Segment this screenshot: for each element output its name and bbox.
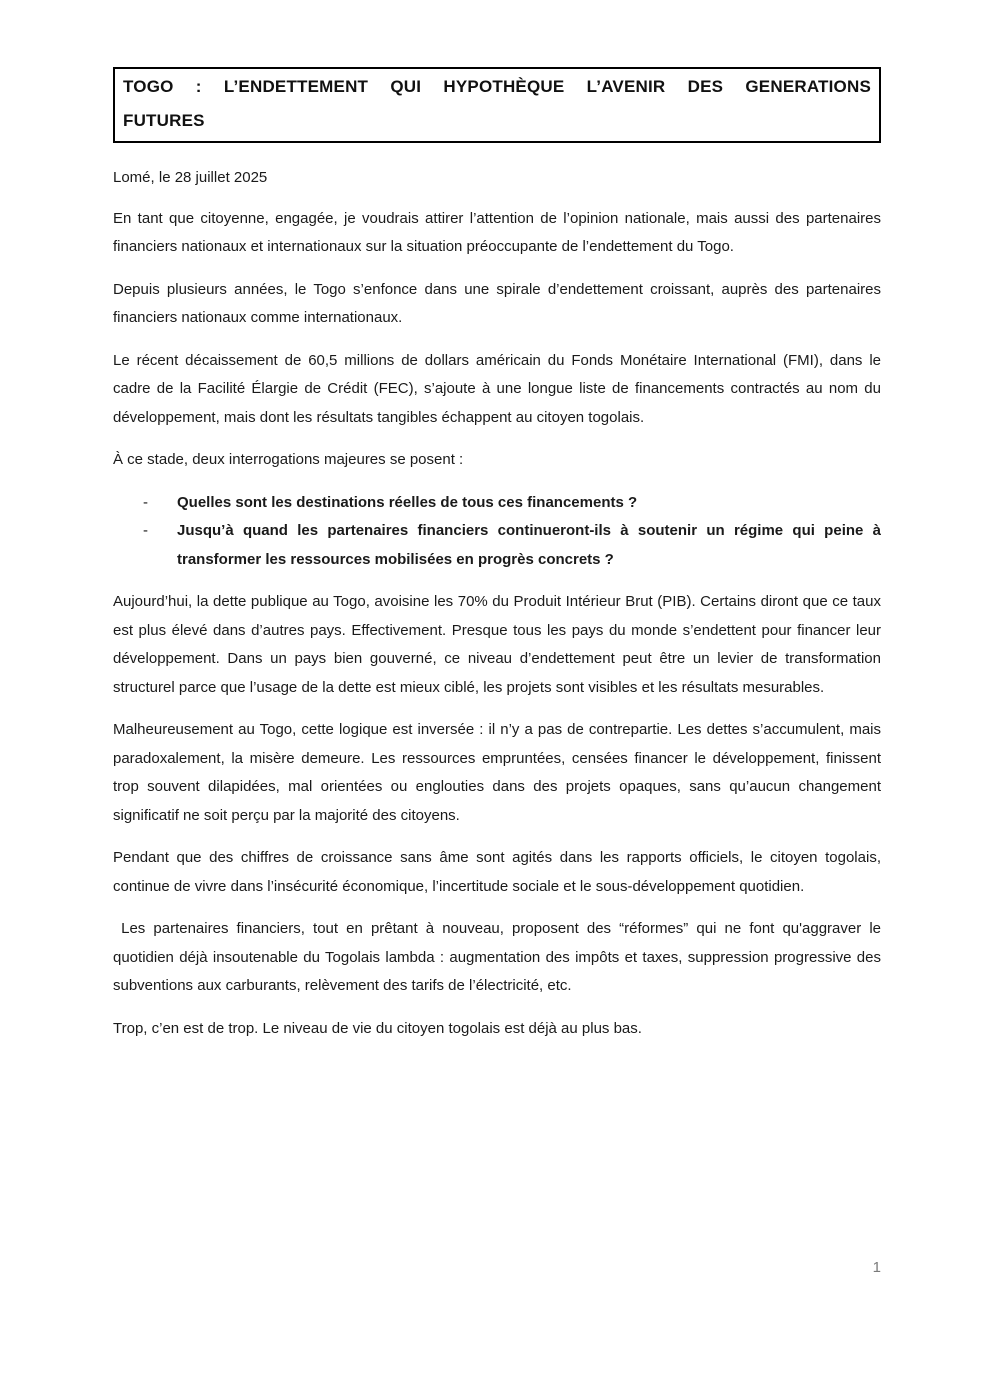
paragraph-body-2: Malheureusement au Togo, cette logique est inversée : il n’y a pas de contrepartie. Les dettes s’accumulent, mais paradoxalement, la misère demeure. Les ressources empruntées, censées financer le développement, finissent trop souvent dilapidées, mal orientées ou englouties dans des projets opaques, sans qu’aucun changement significatif ne soit perçu par la majorité des citoyens. [113,721,881,824]
list-item [113,517,881,574]
list-item-text: Quelles sont les destinations réelles de tous ces financements ? [177,493,638,511]
page-number: 1 [872,1259,881,1276]
paragraph-intro-1: En tant que citoyenne, engagée, je voudrais attirer l’attention de l’opinion nationale, mais aussi des partenaires financiers nationaux et internationaux sur la situation préoccupante de l’endettement du Togo. [113,209,881,255]
dash-marker: - [143,522,148,539]
paragraph-body-5: Trop, c’en est de trop. Le niveau de vie du citoyen togolais est déjà au plus bas. [113,1019,642,1037]
document-title-box [113,67,881,143]
paragraph-intro-4: À ce stade, deux interrogations majeures se posent : [113,451,464,468]
dash-marker: - [143,493,148,511]
list-item-text: Jusqu’à quand les partenaires financiers continueront-ils à soutenir un régime qui peine à transformer les ressources mobilisées en progrès concrets ? [177,522,881,568]
paragraph-intro-3: Le récent décaissement de 60,5 millions de dollars américain du Fonds Monétaire International (FMI), dans le cadre de la Facilité Élargie de Crédit (FEC), s’ajoute à une longue liste de financements contractés au nom du développement, mais dont les résultats tangibles échappent au citoyen togolais. [113,351,881,426]
paragraph-intro-2: Depuis plusieurs années, le Togo s’enfonce dans une spirale d’endettement croissant, auprès des partenaires financiers nationaux comme internationaux. [113,280,881,326]
date-line: Lomé, le 28 juillet 2025 [113,169,268,186]
document-title: TOGO : L’ENDETTEMENT QUI HYPOTHÈQUE L’AVENIR DES GENERATIONS FUTURES [123,77,871,130]
list-item [113,489,881,518]
bullet-list [113,489,881,575]
paragraph-body-4: Les partenaires financiers, tout en prêtant à nouveau, proposent des “réformes” qui ne font qu'aggraver le quotidien déjà insoutenable du Togolais lambda : augmentation des impôts et taxes, suppression progressive des subventions aux carburants, relèvement des tarifs de l’électricité, etc. [113,920,881,994]
paragraph-body-3: Pendant que des chiffres de croissance sans âme sont agités dans les rapports officiels, le citoyen togolais, continue de vivre dans l’insécurité économique, l’incertitude sociale et le sous-développement quotidien. [113,849,881,895]
paragraph-body-1: Aujourd’hui, la dette publique au Togo, avoisine les 70% du Produit Intérieur Brut (PIB). Certains diront que ce taux est plus élevé dans d’autres pays. Effectivement. Presque tous les pays du monde s’endettent pour financer leur développement. Dans un pays bien gouverné, ce niveau d’endettement peut être un levier de transformation structurel parce que l’usage de la dette est mieux ciblé, les projets sont visibles et les résultats mesurables. [113,593,881,696]
